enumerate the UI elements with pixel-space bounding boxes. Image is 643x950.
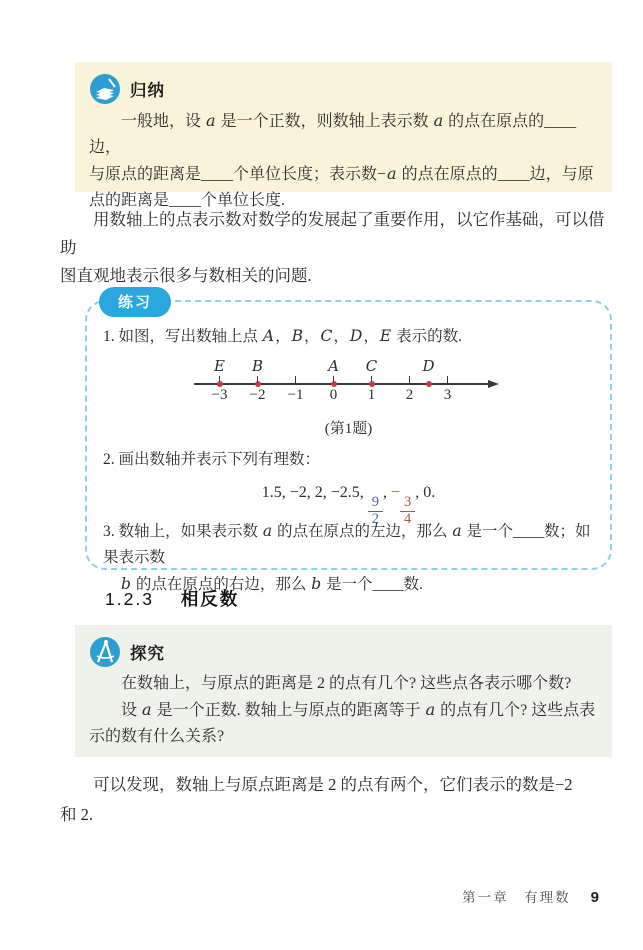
explore-title: 探究: [130, 645, 165, 663]
math-separator: ,: [383, 484, 391, 501]
summary-line: 一般地，设 a 是一个正数，则数轴上表示数 a 的点在原点的____边，: [89, 111, 577, 156]
point-dot: [255, 381, 261, 387]
paragraph-line: 可以发现，数轴上与原点距离是 2 的点有两个，它们表示的数是−2: [93, 775, 573, 794]
explore-line: 设 a 是一个正数. 数轴上与原点的距离等于 a 的点有几个? 这些点表: [121, 700, 596, 719]
paragraph-line: 和 2.: [60, 805, 93, 824]
explore-line: 示的数有什么关系?: [89, 728, 225, 745]
axis-tick-label: 1: [367, 387, 376, 403]
fraction-nine-halves: $\frac{9}{2}$: [368, 495, 383, 527]
summary-line: 点的距离是____个单位长度.: [89, 192, 286, 209]
explore-text: [89, 671, 596, 750]
section-number: 1.2.3: [105, 589, 154, 609]
math-suffix: 0.: [423, 484, 436, 501]
page-number: 9: [590, 889, 599, 906]
practice-badge: 练习: [99, 287, 171, 317]
axis-tick: [447, 376, 448, 384]
point-label: C: [365, 357, 378, 375]
axis-tick-label: −3: [211, 387, 228, 403]
point-label: D: [422, 357, 435, 375]
closing-paragraph: [60, 770, 612, 830]
axis-tick-label: −1: [287, 387, 304, 403]
point-dot: [369, 381, 375, 387]
axis-tick: [295, 376, 296, 384]
books-icon: [89, 73, 121, 105]
summary-title: 归纳: [130, 82, 165, 100]
point-dot: [331, 381, 337, 387]
summary-header: [89, 72, 596, 106]
axis-tick: [409, 376, 410, 384]
exercise-2-numbers: [103, 476, 594, 527]
footer-chapter: 第一章 有理数: [462, 890, 571, 905]
axis-tick-label: 0: [329, 387, 338, 403]
math-separator: ,: [415, 484, 424, 501]
summary-text: [89, 108, 596, 214]
fraction-sign: −: [391, 484, 401, 501]
summary-line: 与原点的距离是____个单位长度；表示数−a 的点在原点的____边，与原: [89, 164, 594, 183]
number-line-arrow-icon: [488, 380, 499, 388]
practice-box: [85, 294, 612, 593]
number-line-axis: [194, 383, 490, 385]
exercise-1: 1. 如图，写出数轴上点 A，B，C，D，E 表示的数.: [103, 327, 462, 345]
explore-box: [75, 625, 612, 757]
paragraph-line: 图直观地表示很多与数相关的问题.: [60, 266, 312, 285]
axis-tick-label: 3: [443, 387, 452, 403]
axis-tick-label: −2: [249, 387, 266, 403]
exercise-3-line: 3. 数轴上，如果表示数 a 的点在原点的左边，那么 a 是一个____数；如果表示数: [103, 522, 591, 566]
point-label: E: [214, 357, 225, 375]
number-line: [194, 357, 504, 413]
axis-tick-label: 2: [405, 387, 414, 403]
section-title: 相反数: [180, 589, 240, 609]
math-prefix: 1.5, −2, 2, −2.5,: [261, 484, 368, 501]
point-label: B: [251, 357, 264, 375]
explore-line: 在数轴上，与原点的距离是 2 的点有几个? 这些点各表示哪个数?: [121, 675, 572, 692]
point-label: A: [328, 357, 339, 375]
page-footer: [462, 886, 599, 906]
intro-paragraph: [60, 206, 612, 290]
paragraph-line: 用数轴上的点表示数对数学的发展起了重要作用，以它作基础，可以借助: [60, 210, 605, 257]
fraction-three-quarters: $\frac{3}{4}$: [400, 495, 415, 527]
explore-header: [89, 635, 596, 669]
point-dot: [426, 381, 432, 387]
exercise-3-line: b 的点在原点的右边，那么 b 是一个____数.: [121, 575, 423, 593]
compass-icon: [89, 636, 121, 668]
point-dot: [217, 381, 223, 387]
exercise-2: 2. 画出数轴并表示下列有理数：: [103, 451, 321, 468]
figure-caption: (第1题): [324, 421, 373, 437]
section-heading: [105, 586, 239, 611]
summary-box: [75, 62, 612, 209]
